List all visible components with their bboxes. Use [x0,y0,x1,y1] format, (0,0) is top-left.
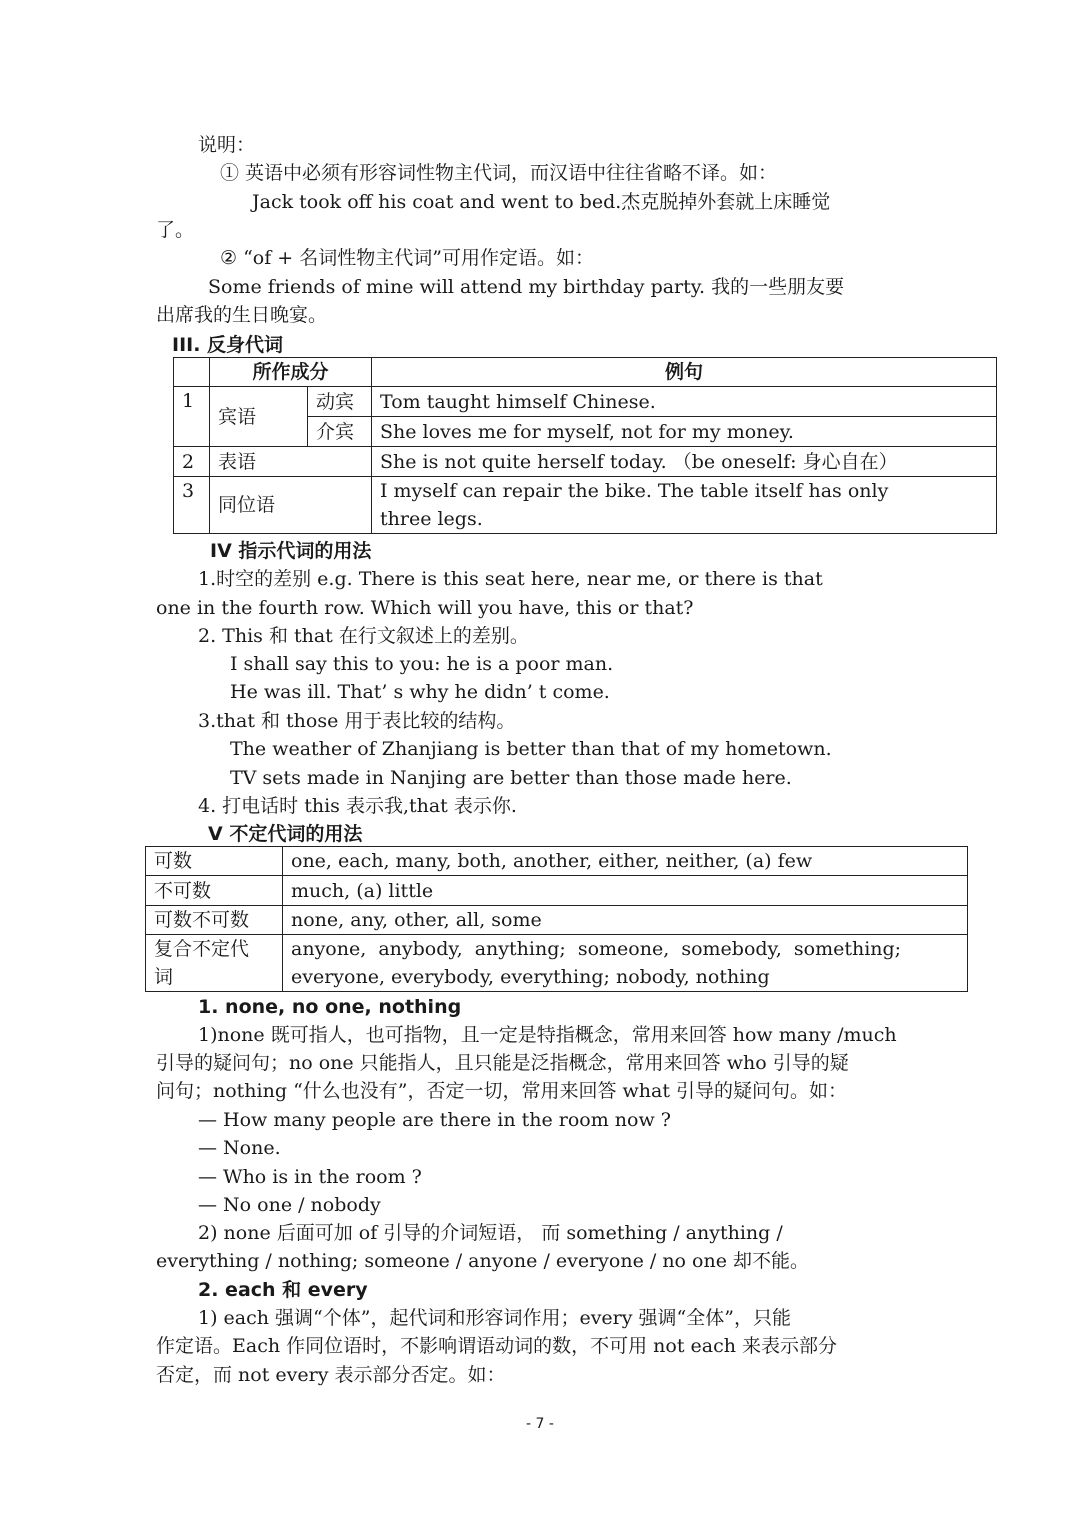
part-1-line: — Who is in the room ? [198,1166,422,1188]
table-row-value-line-2: everyone, everybody, everything; nobody, nothing [291,966,770,988]
table-row-example [372,477,997,534]
part-2-line: 作定语。Each 作同位语时，不影响谓语动词的数，不可用 not each 来表示部分 [156,1335,837,1357]
table-row-label-line-1: 复合不定代 [154,938,250,960]
table-row-number: 3 [174,477,210,534]
notes-example-2-line-1: Some friends of mine will attend my birthday party. 我的一些朋友要 [208,276,845,298]
table-row-example-line-1: I myself can repair the bike. The table itself has only [380,480,889,502]
notes-item-1: ① 英语中必须有形容词性物主代词，而汉语中往往省略不译。如： [220,162,778,184]
section-5-title: V 不定代词的用法 [208,823,363,845]
table-row-label: 可数不可数 [146,906,283,935]
table-row-number: 1 [174,387,210,447]
table-row-label: 不可数 [146,876,283,906]
part-1-line: — None. [198,1137,281,1159]
part-1-line: 问句；nothing “什么也没有”，否定一切，常用来回答 what 引导的疑问句。如： [156,1080,848,1102]
table-header-role: 所作成分 [210,358,372,387]
table-row-number: 2 [174,447,210,477]
table-row-label-line-2: 词 [154,966,174,988]
table-row-value: much, (a) little [283,876,968,906]
table-row-label: 可数 [146,847,283,876]
part-1-line: 1)none 既可指人，也可指物，且一定是特指概念，常用来回答 how many /much [198,1024,897,1046]
table-row-example-line-2: three legs. [380,508,483,530]
table-row-role: 表语 [210,447,372,477]
table-header-example: 例句 [372,358,997,387]
table-row-value: none, any, other, all, some [283,906,968,935]
section-4-line: 2. This 和 that 在行文叙述上的差别。 [198,625,529,647]
indefinite-pronoun-table [145,846,968,992]
part-1-line: everything / nothing; someone / anyone / everyone / no one 却不能。 [156,1250,809,1272]
part-1-line: 2) none 后面可加 of 引导的介词短语， 而 something / anything / [198,1222,783,1244]
part-2-line: 否定，而 not every 表示部分否定。如： [156,1364,506,1386]
table-row-value-line-1: anyone, anybody, anything; someone, somebody, something; [291,938,902,960]
table-row-example: Tom taught himself Chinese. [372,387,997,417]
part-1-line: — No one / nobody [198,1194,381,1216]
section-4-line: TV sets made in Nanjing are better than those made here. [230,767,792,789]
part-2-title: 2. each 和 every [198,1279,368,1301]
section-4-line: one in the fourth row. Which will you have, this or that? [156,597,694,619]
table-row-subrole: 介宾 [308,417,372,447]
table-row-role: 宾语 [210,387,308,447]
notes-example-1-line-2: 了。 [156,219,195,241]
table-row-example: She is not quite herself today. （be oneself: 身心自在） [372,447,997,477]
part-2-line: 1) each 强调“个体”，起代词和形容词作用；every 强调“全体”，只能 [198,1307,791,1329]
table-header-blank [174,358,210,387]
table-row-subrole: 动宾 [308,387,372,417]
section-4-line: He was ill. That’ s why he didn’ t come. [230,681,610,703]
notes-example-1-line-1: Jack took off his coat and went to bed.杰克脱掉外套就上床睡觉 [252,191,831,213]
table-row-role: 同位语 [210,477,372,534]
section-4-line: 3.that 和 those 用于表比较的结构。 [198,710,516,732]
notes-item-2: ② “of + 名词性物主代词”可用作定语。如： [220,247,594,269]
section-4-title: IV 指示代词的用法 [210,540,372,562]
part-1-line: — How many people are there in the room now ? [198,1109,671,1131]
part-1-title: 1. none, no one, nothing [198,996,462,1018]
part-1-line: 引导的疑问句；no one 只能指人，且只能是泛指概念，常用来回答 who 引导的疑 [156,1052,849,1074]
section-3-title: III. 反身代词 [172,334,284,356]
table-row-value [283,935,968,992]
reflexive-pronoun-table [173,357,997,534]
section-4-line: 4. 打电话时 this 表示我,that 表示你. [198,795,517,817]
notes-heading: 说明： [198,134,256,156]
section-4-line: The weather of Zhanjiang is better than that of my hometown. [230,738,832,760]
table-row-example: She loves me for myself, not for my money. [372,417,997,447]
section-4-line: 1.时空的差别 e.g. There is this seat here, near me, or there is that [198,568,823,590]
table-row-label [146,935,283,992]
table-row-value: one, each, many, both, another, either, neither, (a) few [283,847,968,876]
section-4-line: I shall say this to you: he is a poor man. [230,653,614,675]
notes-example-2-line-2: 出席我的生日晚宴。 [156,304,328,326]
page-number: - 7 - [526,1416,554,1432]
